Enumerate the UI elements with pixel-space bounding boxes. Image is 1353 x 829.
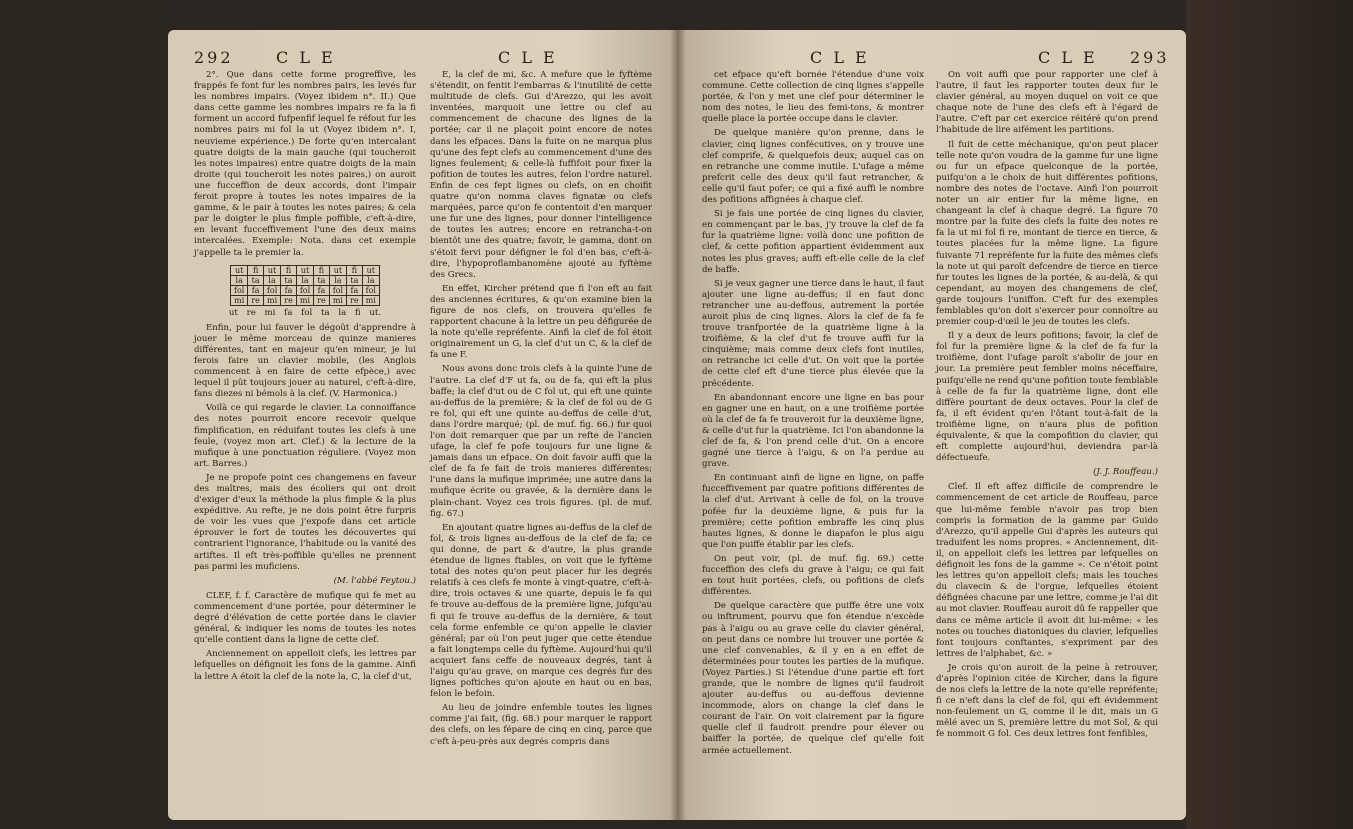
right-page (678, 30, 1186, 820)
note-cell: ta (248, 275, 264, 285)
paragraph: Clef. Il eft affez difficile de comprendre le commencement de cet article de Rouffeau, parce que lui-même femble n'avoir pas trop bien compris la formation de la gamme par Guido d'Arezzo, qu'il appelle Gui d'après les auteurs qui traduifent les noms propres. « Anciennement, dit-il, on appelloit clefs les lettres par lefquelles on défignoit les fons de la gamme ». Ce n'étoit point les lettres qu'on appelloit clefs; mais les touches du clavecin & de l'orgue, lefquelles étoient défignées chacune par une lettre, comme je l'ai dit au mot clavier. Rouffeau auroit dû fe rappeller que dans ce même article il avoit dit lui-même: « les notes ou touches diatoniques du clavier, lefquelles font toujours conftantes, s'expriment par des lettres de l'alphabet, &c. » (936, 482, 1158, 659)
note-cell: re (314, 295, 330, 305)
paragraph: Au lieu de joindre enfemble toutes les lignes comme j'ai fait, (fig. 68.) pour marquer le rapport des clefs, on les fépare de cinq en cinq, parce que c'eft à-peu-près aux degrés compris dans (430, 703, 652, 747)
paragraph: Enfin, pour lui fauver le dégoût d'apprendre à jouer le même morceau de quinze manieres différentes, tant en majeur qu'en mineur, je lui ferois faire un clavier mobile, (les Anglois commencent à en faire de cette efpèce,) avec lequel il pût toujours jouer au naturel, c'eft-à-dire, fans diezes ni bémols à la clef. (V. Harmonica.) (194, 322, 416, 400)
note-cell: re (281, 295, 297, 305)
paragraph: De quelque caractère que puiffe être une voix ou inftrument, pourvu que fon étendue n'excède pas à l'aigu ou au grave celle du clavier général, on peut dans ce nombre lui trouver une portée & une clef convenables, & il y en a en effet de déterminées pour toutes les parties de la mufique. (Voyez Parties.) Si l'étendue d'une partie eft fort grande, que le nombre de lignes qu'il faudroit ajouter au-deffus ou au-deffous devienne incommode, alors on change la clef dans le courant de l'air. On voit clairement par la figure quelle clef il faudroit prendre pour élever ou baiffer la portée, de quelque clef qu'elle foit armée actuellement. (702, 601, 924, 756)
left-page (168, 30, 678, 820)
note-cell: ut (263, 265, 280, 275)
page-number-right: 293 (1130, 48, 1170, 67)
book-edge (1186, 0, 1353, 829)
note-cell: fol (231, 285, 248, 295)
note-cell: la (263, 275, 280, 285)
paragraph: CLEF, f. f. Caractère de mufique qui fe met au commencement d'une portée, pour déterminer le degré d'élévation de cette portée dans le clavier général, & indiquer les noms de toutes les notes qu'elle contient dans la ligne de cette clef. (194, 590, 416, 646)
left-column-2 (430, 70, 652, 751)
note-cell: fi (347, 265, 363, 275)
note-cell: mi (296, 295, 313, 305)
running-head-left-b: C L E (498, 48, 558, 67)
book-gutter (670, 30, 686, 820)
notes-table (230, 265, 380, 306)
paragraph: Voilà ce qui regarde le clavier. La connoiffance des notes pourroit encore recevoir quelque fimplification, en réduifant toutes les clefs à une feule, (voyez mon art. Clef.) & la lecture de la mufique à une ponctuation réguliere. (Voyez mon art. Barres.) (194, 403, 416, 469)
paragraph: Il y a deux de leurs pofitions; favoir, la clef de fol fur la première ligne & la clef de fa fur la troifième, dont l'ufage paroît s'abolir de jour en jour. La première peut fembler moins néceffaire, puifqu'elle ne rend qu'une pofition toute femblable à celle de fa fur la quatrième ligne, dont elle diffère pourtant de deux octaves. Pour la clef de fa, il eft évident qu'en l'ôtant tout-à-fait de la troifième ligne, on n'aura plus de pofition équivalente, & que la compofition du clavier, qui eft complette aujourd'hui, deviendra par-là défectueufe. (936, 331, 1158, 464)
right-column-2 (936, 70, 1158, 744)
running-head-left-a: C L E (276, 48, 336, 67)
running-head-right-b: C L E (1038, 48, 1098, 67)
table-row (231, 285, 380, 295)
left-background (0, 0, 168, 829)
paragraph: cet efpace qu'eft bornée l'étendue d'une voix commune. Cette collection de cinq lignes s'appelle portée, & l'on y met une clef pour déterminer le nom des notes, le lieu des femi-tons, & montrer quelle place la portée occupe dans le clavier. (702, 70, 924, 125)
paragraph: En effet, Kircher prétend que fi l'on eft au fait des anciennes écritures, & qu'on examine bien la figure de nos clefs, on trouvera qu'elles fe rapportent chacune à la lettre un peu défigurée de la note qu'elle repréfente. Ainfi la clef de fol étoit originairement un G, la clef d'ut un C, & la clef de fa une F. (430, 283, 652, 361)
paragraph: En abandonnant encore une ligne en bas pour en gagner une en haut, on a une troifième portée où la clef de fa fe trouveroit fur la deuxième ligne, & celle d'ut fur la quatrième. Ici l'on abandonne la clef de fa, & l'on prend celle d'ut. On a encore gagné une tierce à l'aigu, & on l'a perdue au grave. (702, 392, 924, 470)
right-column-1 (702, 70, 924, 760)
paragraph: En continuant ainfi de ligne en ligne, on paffe fucceffivement par quatre pofitions différentes de la clef d'ut. Arrivant à celle de fol, on la trouve pofée fur la deuxième ligne, & puis fur la première; cette pofition embraffe les cinq plus hautes lignes, & donne le diapafon le plus aigu que l'on puiffe établir par les clefs. (702, 473, 924, 550)
paragraph: Anciennement on appelloit clefs, les lettres par lefquelles on défignoit les fons de la gamme. Ainfi la lettre A étoit la clef de la note la, C, la clef d'ut, (194, 649, 416, 682)
note-cell: ut (362, 265, 379, 275)
note-cell: fol (329, 285, 346, 295)
author-signature: (J. J. Rouffeau.) (1093, 467, 1158, 478)
note-cell: fi (248, 265, 264, 275)
note-cell: la (231, 275, 248, 285)
note-cell: ta (347, 275, 363, 285)
scale-line: ut re mi fa fol ta la fi ut. (228, 307, 382, 318)
note-cell: fol (362, 285, 379, 295)
table-row (231, 295, 380, 305)
page-number-left: 292 (194, 48, 234, 67)
note-cell: fa (281, 285, 297, 295)
paragraph: Je crois qu'on auroit de la peine à retrouver, d'après l'opinion citée de Kircher, dans la figure de nos clefs la lettre de la note qu'elle repréfente; fi ce n'eft dans la clef de fol, qui eft évidemment non-feulement un G, comme il le dit, mais un G mêlé avec un S, première lettre du mot Sol, & qui fe nommoit G fol. Ces deux lettres font fenfibles, (936, 662, 1158, 740)
left-column-1 (194, 70, 416, 686)
note-cell: mi (231, 295, 248, 305)
note-cell: re (248, 295, 264, 305)
note-cell: la (362, 275, 379, 285)
note-cell: fol (296, 285, 313, 295)
paragraph: Si je fais une portée de cinq lignes du clavier, en commençant par le bas, j'y trouve la clef de fa fur la quatrième ligne: voilà donc une pofition de clef, & cette pofition appartient évidemment aux notes les plus graves; auffi eft-elle celle de la clef de baffe. (702, 209, 924, 275)
author-signature: (M. l'abbé Feytou.) (333, 575, 416, 586)
note-cell: fa (248, 285, 264, 295)
note-cell: re (347, 295, 363, 305)
paragraph: Nous avons donc trois clefs à la quinte l'une de l'autre. La clef d'F ut fa, ou de fa, qui eft la plus baffe; la clef d'ut ou de C fol ut, qui eft une quinte au-deffus de la première; & la clef de fol ou de G re fol, qui eft une quinte au-deffus de celle d'ut, dans l'ordre marqué; (pl. de muf. fig. 66.) fur quoi l'on doit remarquer que par un refte de l'ancien ufage, la clef fe pofe toujours fur une ligne & jamais dans un efpace. On doit favoir auffi que la clef de fa fe fait de trois manieres différentes; l'une dans la mufique imprimée; une autre dans la mufique écrite ou gravée, & la dernière dans le plain-chant. Voyez ces trois figures. (pl. de muf. fig. 67.) (430, 364, 652, 519)
note-cell: fi (314, 265, 330, 275)
paragraph: 2°. Que dans cette forme progreffive, les frappés fe font fur les nombres pairs, les levés fur les nombres impairs. (Voyez ibidem n°. II.) Que dans cette gamme les nombres impairs re fa la fi forment un accord fufpenfif lequel fe réfout fur les nombres pairs mi fol la ut (Voyez ibidem n°. I, neuvieme expérience.) De forte qu'en intercalant quatre doigts de la main gauche (qui toucheroit les notes impaires) entre quatre doigts de la main droite (qui toucheroit les notes paires,) on auroit une fucceffion de deux accords, dont l'impair feroit propre à toutes les notes impaires de la gamme, & le pair à toutes les notes paires; & cela par le doigter le plus fimple poffible, c'eft-à-dire, en levant fucceffivement l'une des deux mains intercalées. Exemple: Nota. dans cet exemple j'appelle ta le premier la. (194, 70, 416, 258)
paragraph: E, la clef de mi, &c. A mefure que le fyftème s'étendit, on fentit l'embarras & l'inutilité de cette multitude de clefs. Gui d'Arezzo, qui les avoit inventées, marquoit une lettre ou clef au commencement de chacune des lignes de la portée; car il ne plaçoit point encore de notes dans les efpaces. Dans la fuite on ne marqua plus qu'une des fept clefs au commencement d'une des lignes feulement; & celle-là fuffifoit pour fixer la pofition de toutes les autres, felon l'ordre naturel. Enfin de ces fept lignes ou clefs, on en choifit quatre qu'on nomma claves fignatæ ou clefs marquées, parce qu'on fe contentoit d'en marquer une fur une des lignes, pour donner l'intelligence de toutes les autres; encore en retrancha-t-on bientôt une des quatre; favoir, le gamma, dont on s'étoit fervi pour défigner le fol d'en bas, c'eft-à-dire, l'hypoproflambanomène ajouté au fyftème des Grecs. (430, 70, 652, 280)
note-cell: ta (314, 275, 330, 285)
note-cell: la (329, 275, 346, 285)
note-cell: mi (329, 295, 346, 305)
note-cell: fi (281, 265, 297, 275)
paragraph: Si je veux gagner une tierce dans le haut, il faut ajouter une ligne au-deffus; il en faut donc retrancher une au-deffous, autrement la portée auroit plus de cinq lignes. Alors la clef de fa fe trouve tranfportée de la quatrième ligne à la troifième, & la clef d'ut fe trouve auffi fur la cinquième; mais comme deux clefs font inutiles, on retranche ici celle d'ut. On voit que la portée de cette clef eft d'une tierce plus élevée que la précédente. (702, 278, 924, 389)
note-cell: ut (231, 265, 248, 275)
note-cell: mi (362, 295, 379, 305)
note-cell: fa (314, 285, 330, 295)
table-row (231, 275, 380, 285)
note-cell: fa (347, 285, 363, 295)
note-cell: la (296, 275, 313, 285)
note-cell: fol (263, 285, 280, 295)
note-cell: ut (296, 265, 313, 275)
note-cell: ut (329, 265, 346, 275)
table-row (231, 265, 380, 275)
paragraph: De quelque manière qu'on prenne, dans le clavier, cinq lignes confécutives, on y trouve une clef comprife, & quelquefois deux; auquel cas on en retranche une comme inutile. L'ufage a même prefcrit celle des deux qu'il faut retrancher, & celle qu'il faut pofer; ce qui a fixé auffi le nombre des pofitions affignées à chaque clef. (702, 128, 924, 206)
paragraph: En ajoutant quatre lignes au-deffus de la clef de fol, & trois lignes au-deffous de la clef de fa; ce qui donne, de part & d'autre, la plus grande étendue de lignes ftables, on voit que le fyftème total des notes qu'on peut placer fur les degrés relatifs à ces clefs fe monte à vingt-quatre, c'eft-à-dire, trois octaves & une quarte, depuis le fa qui fe trouve au-deffous de la première ligne, jufqu'au fi qui fe trouve au-deffus de la dernière, & tout cela forme enfemble ce qu'on appelle le clavier général; par où l'on peut juger que cette étendue a fait longtemps celle du fyftème. Aujourd'hui qu'il acquiert fans ceffe de nouveaux degrés, tant à l'aigu qu'au grave, on marque ces degrés fur des lignes poftiches qu'on ajoute en haut ou en bas, felon le befoin. (430, 522, 652, 700)
running-head-right-a: C L E (810, 48, 870, 67)
note-cell: mi (263, 295, 280, 305)
paragraph: On peut voir, (pl. de muf. fig. 69.) cette fucceffion des clefs du grave à l'aigu; ce qui fait en tout huit portées, clefs, ou pofitions de clefs différentes. (702, 553, 924, 598)
paragraph: On voit auffi que pour rapporter une clef à l'autre, il faut les rapporter toutes deux fur le clavier général, au moyen duquel on voit ce que chaque note de l'une des clefs eft à l'égard de l'autre. C'eft par cet exercice réitéré qu'on prend l'habitude de lire aifément les partitions. (936, 70, 1158, 136)
paragraph: Il fuit de cette méchanique, qu'on peut placer telle note qu'on voudra de la gamme fur une ligne ou fur un efpace quelconque de la portée, puifqu'on a le choix de huit différentes pofitions, nombre des notes de l'octave. Ainfi l'on pourroit noter un air entier fur la même ligne, en changeant la clef à chaque degré. La figure 70 montre par la fuite des clefs la fuite des notes re fa la ut mi fol fi re, montant de tierce en tierce, & toutes placées fur la même ligne. La figure fuivante 71 repréfente fur la fuite des mêmes clefs la note ut qui paroît defcendre de tierce en tierce fur toutes les lignes de la portée, & au-delà, & qui cependant, au moyen des changemens de clef, garde toujours l'uniffon. C'eft fur des exemples femblables qu'on doit s'exercer pour connoître au premier coup-d'œil le jeu de toutes les clefs. (936, 139, 1158, 328)
note-cell: ta (281, 275, 297, 285)
paragraph: Je ne propofe point ces changemens en faveur des maîtres, mais des écoliers qui ont droit d'exiger d'eux la méthode la plus fimple & la plus expéditive. Au refte, je ne dois point être furpris de voir les vues que j'expofe dans cet article éprouver le fort de toutes les découvertes qui contrarient l'ignorance, l'habitude ou la vanité des artiftes. Il eft très-poffible qu'elles ne prennent pas parmi les muficiens. (194, 472, 416, 572)
